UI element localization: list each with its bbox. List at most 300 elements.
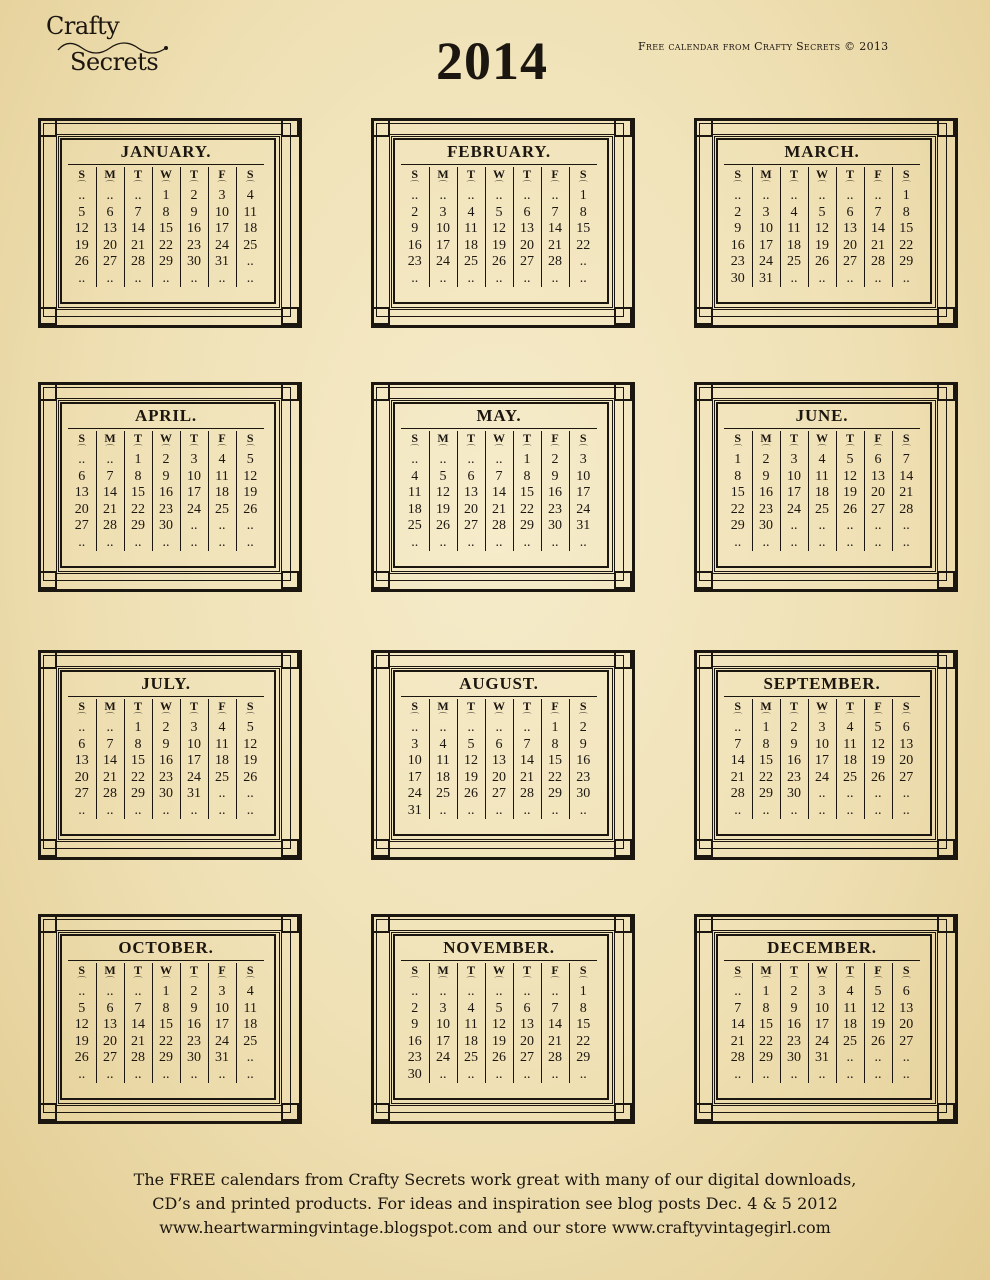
- day-cell: 9: [780, 1001, 808, 1018]
- day-cell: 10: [808, 737, 836, 754]
- frame-corner-ornament: [937, 651, 955, 669]
- day-cell: ..: [485, 720, 513, 737]
- day-cell: ..: [96, 535, 124, 552]
- day-cell: 26: [236, 502, 264, 519]
- day-cell: 26: [808, 254, 836, 271]
- weekday-header: W ⌒: [485, 431, 513, 452]
- week-row: [68, 535, 264, 552]
- day-cell: 5: [236, 452, 264, 469]
- day-cell: 10: [208, 205, 236, 222]
- day-cell: ..: [236, 803, 264, 820]
- weekday-header: S ⌒: [569, 431, 597, 452]
- day-cell: ..: [752, 188, 780, 205]
- day-cell: 26: [74, 1050, 89, 1066]
- day-cell: 13: [892, 737, 920, 754]
- day-cell: 7: [734, 736, 742, 752]
- day-cell: ..: [485, 984, 513, 1001]
- day-cell: ..: [513, 720, 541, 737]
- day-cell: 19: [485, 1034, 513, 1051]
- day-cell: 25: [236, 1034, 264, 1051]
- day-cell: 27: [457, 518, 485, 535]
- day-cell: 13: [457, 485, 485, 502]
- month-card: [38, 914, 304, 1126]
- day-cell: ..: [78, 534, 86, 550]
- day-cell: 25: [208, 502, 236, 519]
- month-card: [694, 118, 960, 330]
- day-cell: ..: [569, 1067, 597, 1084]
- day-cell: 4: [457, 205, 485, 222]
- day-cell: ..: [780, 535, 808, 552]
- month-card: [371, 118, 637, 330]
- day-cell: 21: [864, 238, 892, 255]
- day-cell: ..: [152, 803, 180, 820]
- day-cell: 8: [892, 205, 920, 222]
- weekday-header: F ⌒: [208, 699, 236, 720]
- day-cell: 13: [96, 221, 124, 238]
- day-cell: ..: [864, 803, 892, 820]
- day-cell: 16: [180, 1017, 208, 1034]
- day-cell: 21: [541, 1034, 569, 1051]
- week-row: [401, 753, 597, 770]
- frame-corner-ornament: [614, 1103, 632, 1121]
- day-cell: ..: [78, 270, 86, 286]
- day-cell: 3: [780, 452, 808, 469]
- week-row: [724, 238, 920, 255]
- day-cell: 11: [236, 205, 264, 222]
- day-cell: 14: [730, 753, 745, 769]
- month-name: JUNE.: [795, 406, 849, 425]
- day-cell: ..: [864, 271, 892, 288]
- day-cell: 25: [457, 254, 485, 271]
- weekday-header: S ⌒: [236, 431, 264, 452]
- day-cell: 14: [541, 221, 569, 238]
- day-cell: 23: [569, 770, 597, 787]
- week-row: [724, 535, 920, 552]
- weekday-header-row: [68, 431, 264, 452]
- day-cell: 26: [836, 502, 864, 519]
- day-cell: ..: [78, 802, 86, 818]
- day-cell: 17: [808, 1017, 836, 1034]
- day-cell: ..: [513, 984, 541, 1001]
- week-row: [724, 720, 920, 737]
- week-row: [401, 770, 597, 787]
- frame-corner-ornament: [39, 1103, 57, 1121]
- day-cell: 3: [180, 720, 208, 737]
- week-row: [68, 469, 264, 486]
- day-cell: 15: [752, 1017, 780, 1034]
- weekday-header: F ⌒: [541, 431, 569, 452]
- frame-corner-ornament: [937, 915, 955, 933]
- day-cell: 22: [152, 238, 180, 255]
- day-cell: ..: [513, 1067, 541, 1084]
- day-cell: 29: [730, 518, 745, 534]
- day-cell: ..: [808, 1067, 836, 1084]
- month-card: [38, 118, 304, 330]
- day-cell: 30: [730, 270, 745, 286]
- weekday-header: S ⌒: [236, 963, 264, 984]
- week-row: [68, 271, 264, 288]
- day-cell: 4: [836, 984, 864, 1001]
- day-cell: 24: [569, 502, 597, 519]
- day-cell: 25: [836, 770, 864, 787]
- day-cell: 2: [180, 188, 208, 205]
- day-cell: ..: [124, 271, 152, 288]
- day-cell: 10: [808, 1001, 836, 1018]
- day-cell: 17: [752, 238, 780, 255]
- day-cell: 18: [407, 501, 422, 517]
- weekday-header: T ⌒: [180, 699, 208, 720]
- day-cell: 6: [96, 205, 124, 222]
- day-cell: ..: [734, 802, 742, 818]
- frame-corner-ornament: [372, 119, 390, 137]
- weekday-header: M ⌒: [96, 963, 124, 984]
- day-cell: 14: [513, 753, 541, 770]
- weekday-header: S ⌒: [569, 699, 597, 720]
- day-cell: 1: [734, 452, 742, 468]
- day-cell: ..: [808, 786, 836, 803]
- day-cell: 29: [892, 254, 920, 271]
- day-cell: 21: [96, 502, 124, 519]
- day-cell: 27: [513, 254, 541, 271]
- day-cell: ..: [892, 1050, 920, 1067]
- day-cell: 28: [541, 254, 569, 271]
- day-cell: 29: [541, 786, 569, 803]
- day-cell: 21: [485, 502, 513, 519]
- day-cell: 26: [429, 518, 457, 535]
- day-cell: 30: [152, 518, 180, 535]
- day-cell: 18: [836, 753, 864, 770]
- day-cell: 20: [892, 1017, 920, 1034]
- day-cell: 4: [808, 452, 836, 469]
- day-cell: 27: [485, 786, 513, 803]
- day-cell: 6: [96, 1001, 124, 1018]
- day-cell: 20: [513, 238, 541, 255]
- month-rule: [401, 164, 597, 165]
- month-rule: [68, 696, 264, 697]
- day-cell: 4: [208, 452, 236, 469]
- day-cell: ..: [892, 535, 920, 552]
- day-cell: 29: [152, 254, 180, 271]
- day-cell: ..: [569, 803, 597, 820]
- weekday-header: M ⌒: [752, 699, 780, 720]
- day-cell: 5: [864, 720, 892, 737]
- day-cell: 1: [124, 452, 152, 469]
- month-day-grid: [68, 699, 264, 819]
- day-cell: 19: [236, 485, 264, 502]
- weekday-header: T ⌒: [780, 963, 808, 984]
- day-cell: ..: [236, 271, 264, 288]
- day-cell: 31: [752, 271, 780, 288]
- day-cell: 1: [892, 188, 920, 205]
- weekday-header: M ⌒: [752, 431, 780, 452]
- weekday-header: M ⌒: [752, 963, 780, 984]
- day-cell: ..: [429, 535, 457, 552]
- day-cell: 26: [74, 254, 89, 270]
- day-cell: 10: [180, 469, 208, 486]
- day-cell: ..: [780, 271, 808, 288]
- day-cell: 16: [569, 753, 597, 770]
- day-cell: ..: [236, 786, 264, 803]
- day-cell: 22: [752, 1034, 780, 1051]
- day-cell: 24: [429, 254, 457, 271]
- day-cell: 5: [864, 984, 892, 1001]
- frame-corner-ornament: [614, 571, 632, 589]
- week-row: [401, 720, 597, 737]
- day-cell: 9: [569, 737, 597, 754]
- day-cell: 25: [236, 238, 264, 255]
- weekday-header: T ⌒: [780, 167, 808, 188]
- day-cell: 8: [152, 1001, 180, 1018]
- day-cell: ..: [485, 452, 513, 469]
- day-cell: 10: [780, 469, 808, 486]
- day-cell: 4: [411, 468, 419, 484]
- weekday-header: W ⌒: [808, 167, 836, 188]
- week-row: [401, 1050, 597, 1067]
- weekday-header: W ⌒: [152, 167, 180, 188]
- day-cell: 26: [457, 786, 485, 803]
- day-cell: ..: [541, 1067, 569, 1084]
- day-cell: ..: [513, 535, 541, 552]
- day-cell: 8: [124, 469, 152, 486]
- day-cell: ..: [411, 720, 419, 736]
- day-cell: 7: [864, 205, 892, 222]
- weekday-header-row: [401, 699, 597, 720]
- day-cell: 17: [180, 753, 208, 770]
- frame-corner-ornament: [614, 839, 632, 857]
- day-cell: 18: [457, 238, 485, 255]
- day-cell: 1: [752, 720, 780, 737]
- month-card: [694, 650, 960, 862]
- weekday-header: M ⌒: [429, 431, 457, 452]
- weekday-header: M ⌒: [752, 167, 780, 188]
- day-cell: 22: [124, 502, 152, 519]
- day-cell: ..: [236, 535, 264, 552]
- day-cell: 11: [429, 753, 457, 770]
- day-cell: 31: [208, 1050, 236, 1067]
- weekday-header: T ⌒: [836, 963, 864, 984]
- day-cell: 6: [836, 205, 864, 222]
- day-cell: 6: [513, 1001, 541, 1018]
- day-cell: 11: [236, 1001, 264, 1018]
- month-rule: [724, 164, 920, 165]
- day-cell: ..: [78, 452, 86, 468]
- week-row: [724, 221, 920, 238]
- day-cell: ..: [734, 720, 742, 736]
- day-cell: 1: [124, 720, 152, 737]
- day-cell: ..: [429, 452, 457, 469]
- weekday-header-row: [724, 167, 920, 188]
- day-cell: ..: [569, 535, 597, 552]
- day-cell: 28: [513, 786, 541, 803]
- weekday-header: S ⌒: [733, 167, 743, 190]
- day-cell: 18: [236, 221, 264, 238]
- day-cell: ..: [208, 271, 236, 288]
- day-cell: 20: [457, 502, 485, 519]
- week-row: [724, 271, 920, 288]
- day-cell: 9: [752, 469, 780, 486]
- footer-line-1: The FREE calendars from Crafty Secrets work great with many of our digital downloads,: [133, 1170, 857, 1189]
- week-row: [724, 1017, 920, 1034]
- week-row: [724, 205, 920, 222]
- frame-corner-ornament: [281, 915, 299, 933]
- day-cell: 12: [485, 1017, 513, 1034]
- day-cell: 30: [780, 1050, 808, 1067]
- day-cell: 23: [180, 238, 208, 255]
- day-cell: 31: [407, 802, 422, 818]
- day-cell: 31: [808, 1050, 836, 1067]
- day-cell: 26: [236, 770, 264, 787]
- day-cell: ..: [864, 518, 892, 535]
- frame-corner-ornament: [695, 119, 713, 137]
- day-cell: 20: [74, 769, 89, 785]
- day-cell: ..: [208, 803, 236, 820]
- month-rule: [68, 164, 264, 165]
- day-cell: 24: [208, 1034, 236, 1051]
- day-cell: 17: [208, 1017, 236, 1034]
- frame-corner-ornament: [695, 915, 713, 933]
- weekday-header: T ⌒: [180, 167, 208, 188]
- credit-line: Free calendar from Crafty Secrets © 2013: [638, 40, 889, 53]
- day-cell: 15: [752, 753, 780, 770]
- weekday-header-row: [401, 431, 597, 452]
- week-row: [68, 770, 264, 787]
- month-day-grid: [724, 167, 920, 287]
- day-cell: 2: [152, 452, 180, 469]
- day-cell: 15: [152, 221, 180, 238]
- frame-corner-ornament: [281, 651, 299, 669]
- day-cell: 13: [864, 469, 892, 486]
- day-cell: 21: [96, 770, 124, 787]
- day-cell: 9: [780, 737, 808, 754]
- day-cell: 22: [541, 770, 569, 787]
- day-cell: 25: [836, 1034, 864, 1051]
- weekday-header-row: [724, 963, 920, 984]
- month-rule: [724, 960, 920, 961]
- day-cell: 14: [96, 753, 124, 770]
- day-cell: ..: [124, 803, 152, 820]
- day-cell: ..: [892, 271, 920, 288]
- day-cell: ..: [485, 803, 513, 820]
- day-cell: ..: [124, 188, 152, 205]
- week-row: [401, 518, 597, 535]
- day-cell: 29: [124, 518, 152, 535]
- day-cell: ..: [752, 803, 780, 820]
- day-cell: 25: [780, 254, 808, 271]
- weekday-header: S ⌒: [77, 963, 87, 986]
- day-cell: 17: [180, 485, 208, 502]
- month-rule: [724, 696, 920, 697]
- day-cell: 13: [836, 221, 864, 238]
- weekday-header: S ⌒: [77, 431, 87, 454]
- day-cell: ..: [457, 452, 485, 469]
- day-cell: ..: [780, 1067, 808, 1084]
- day-cell: 23: [752, 502, 780, 519]
- day-cell: 13: [892, 1001, 920, 1018]
- frame-corner-ornament: [614, 915, 632, 933]
- month-name: JANUARY.: [120, 142, 212, 161]
- weekday-header: W ⌒: [808, 431, 836, 452]
- week-row: [401, 271, 597, 288]
- day-cell: ..: [864, 786, 892, 803]
- day-cell: 16: [152, 753, 180, 770]
- day-cell: ..: [411, 984, 419, 1000]
- day-cell: 27: [513, 1050, 541, 1067]
- day-cell: 16: [730, 237, 745, 253]
- day-cell: ..: [752, 535, 780, 552]
- day-cell: ..: [180, 518, 208, 535]
- weekday-header: T ⌒: [124, 963, 152, 984]
- frame-corner-ornament: [281, 571, 299, 589]
- day-cell: 22: [152, 1034, 180, 1051]
- day-cell: ..: [411, 452, 419, 468]
- crafty-secrets-logo: [40, 12, 180, 86]
- weekday-header: S ⌒: [410, 167, 420, 190]
- frame-corner-ornament: [937, 307, 955, 325]
- day-cell: 4: [836, 720, 864, 737]
- day-cell: ..: [411, 188, 419, 204]
- day-cell: ..: [569, 271, 597, 288]
- day-cell: 6: [864, 452, 892, 469]
- day-cell: ..: [411, 270, 419, 286]
- day-cell: 30: [152, 786, 180, 803]
- frame-corner-ornament: [937, 571, 955, 589]
- week-row: [68, 1050, 264, 1067]
- week-row: [68, 1001, 264, 1018]
- day-cell: 28: [96, 518, 124, 535]
- day-cell: 11: [808, 469, 836, 486]
- week-row: [401, 452, 597, 469]
- day-cell: 27: [96, 254, 124, 271]
- day-cell: 8: [752, 1001, 780, 1018]
- day-cell: 5: [78, 1000, 86, 1016]
- weekday-header: S ⌒: [569, 167, 597, 188]
- week-row: [68, 803, 264, 820]
- weekday-header-row: [68, 167, 264, 188]
- weekday-header: M ⌒: [429, 699, 457, 720]
- day-cell: 20: [892, 753, 920, 770]
- frame-corner-ornament: [372, 915, 390, 933]
- day-cell: 17: [780, 485, 808, 502]
- day-cell: 30: [180, 254, 208, 271]
- weekday-header: S ⌒: [236, 167, 264, 188]
- weekday-header: F ⌒: [541, 167, 569, 188]
- week-row: [68, 1017, 264, 1034]
- day-cell: ..: [411, 534, 419, 550]
- day-cell: 3: [429, 205, 457, 222]
- week-row: [724, 753, 920, 770]
- day-cell: 23: [152, 770, 180, 787]
- day-cell: 16: [780, 753, 808, 770]
- day-cell: ..: [180, 803, 208, 820]
- day-cell: 24: [429, 1050, 457, 1067]
- week-row: [401, 254, 597, 271]
- day-cell: 24: [752, 254, 780, 271]
- week-row: [724, 502, 920, 519]
- week-row: [68, 205, 264, 222]
- day-cell: ..: [864, 1050, 892, 1067]
- weekday-header: S ⌒: [892, 167, 920, 188]
- day-cell: 5: [429, 469, 457, 486]
- day-cell: 26: [485, 1050, 513, 1067]
- day-cell: 28: [124, 254, 152, 271]
- day-cell: 12: [236, 469, 264, 486]
- day-cell: 28: [864, 254, 892, 271]
- week-row: [68, 188, 264, 205]
- day-cell: 6: [892, 720, 920, 737]
- weekday-header: W ⌒: [808, 963, 836, 984]
- day-cell: 30: [569, 786, 597, 803]
- day-cell: 12: [236, 737, 264, 754]
